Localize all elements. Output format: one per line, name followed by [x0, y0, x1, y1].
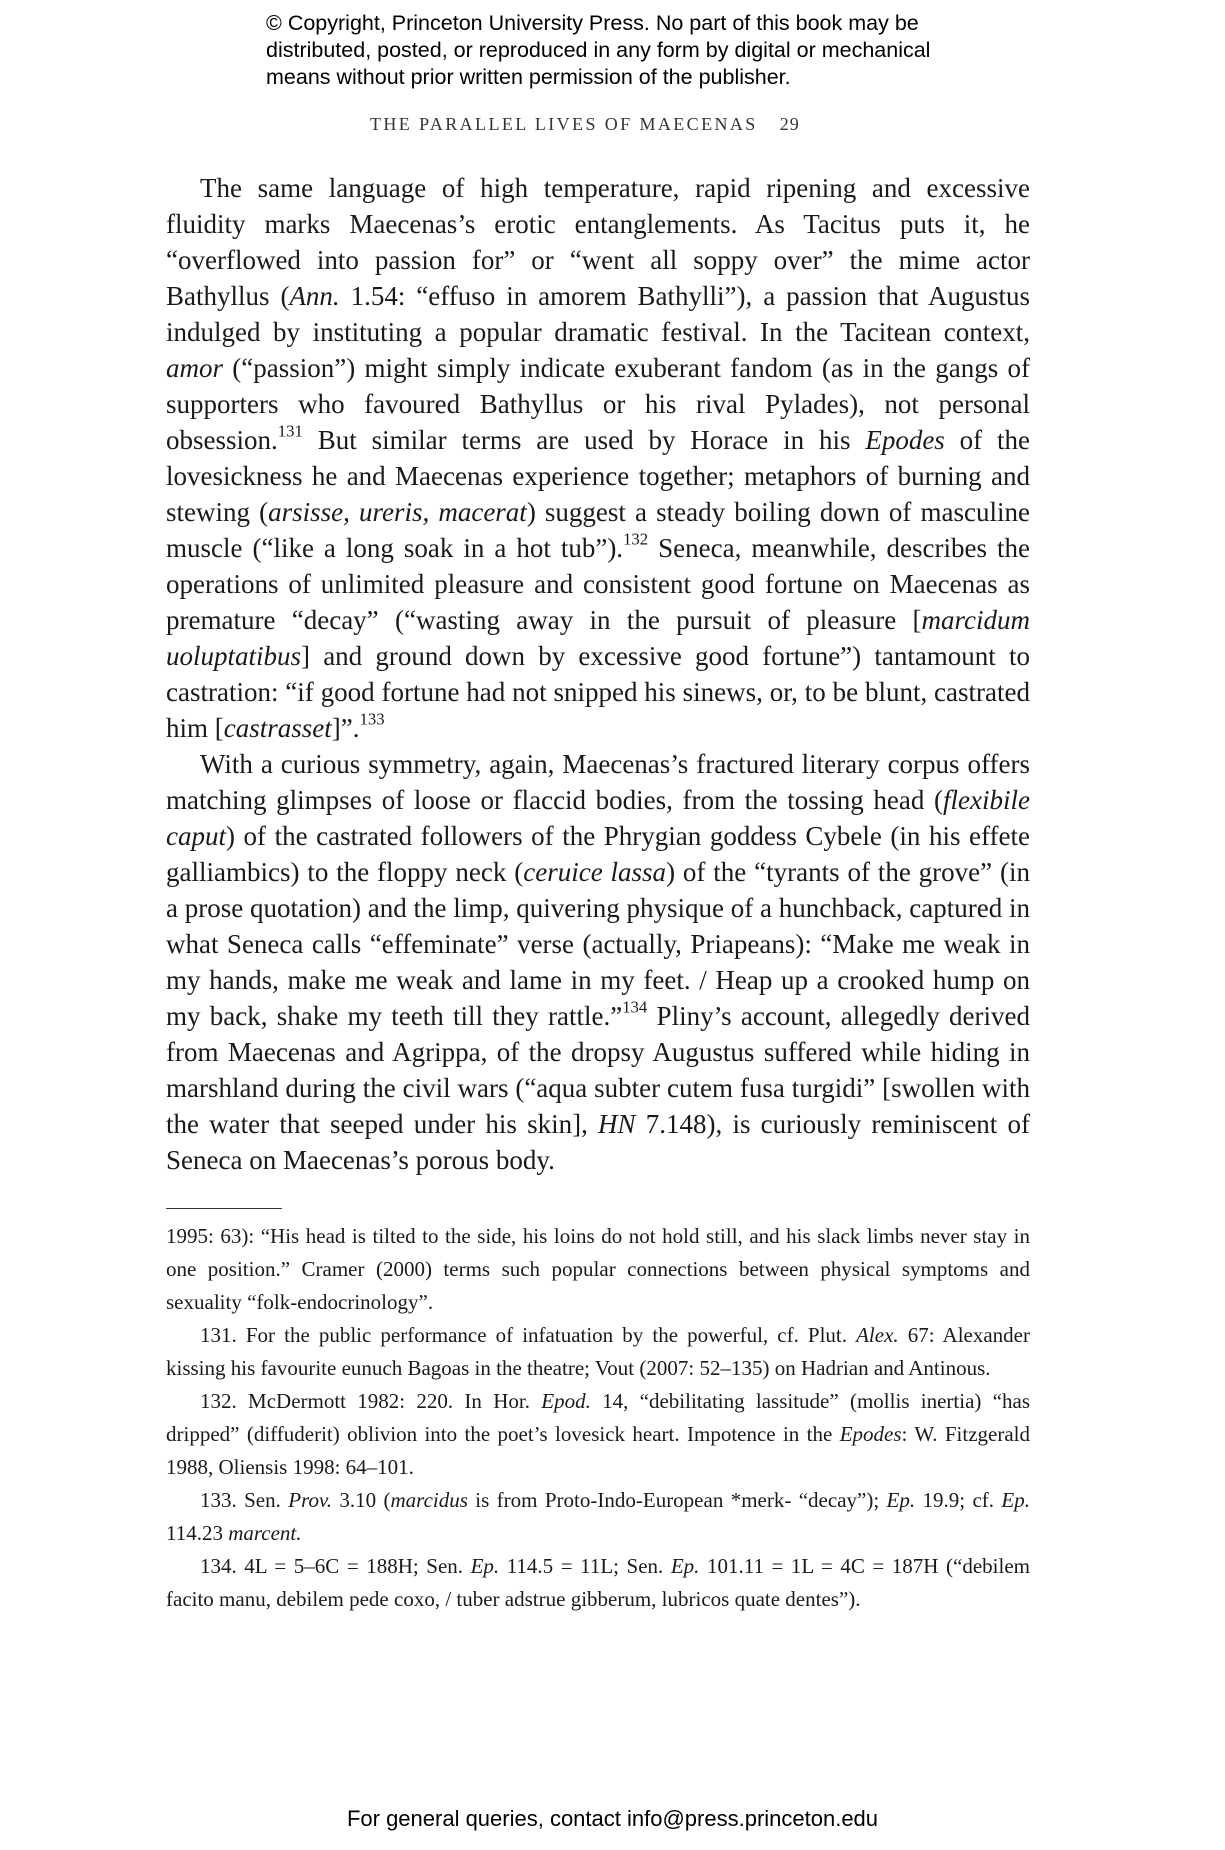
- copyright-line: means without prior written permission of the publisher.: [266, 65, 791, 89]
- copyright-notice: [266, 10, 1066, 91]
- italic-text: Epodes: [865, 425, 945, 455]
- italic-text: marcent.: [228, 1521, 302, 1545]
- italic-text: castrasset: [223, 713, 332, 743]
- footnotes: [166, 1220, 1030, 1616]
- copyright-line: distributed, posted, or reproduced in any form by digital or mechanical: [266, 38, 931, 62]
- text-run: 114.23: [166, 1521, 229, 1545]
- italic-text: Alex.: [856, 1323, 899, 1347]
- text-run: ]”.: [331, 713, 360, 743]
- text-run: (“passion”) might simply indicate exuberant fandom (as in the gangs of supporters who favoured Bathyllus or his rival Pylades), not personal obsession.: [166, 353, 1030, 455]
- text-run: 133. Sen.: [200, 1488, 289, 1512]
- text-run: ) of the “tyrants of the grove” (in a prose quotation) and the limp, quivering physique of a hunchback, captured in what Seneca calls “effeminate” verse (actually, Priapeans): “Make me weak in my hands, make me weak and lame in my feet. / Heap up a crooked hump on my back, shake my teeth till they rattle.”: [166, 857, 1030, 1031]
- contact-footer: For general queries, contact info@press.princeton.edu: [346, 1806, 879, 1831]
- text-run: 1.54: “effuso in amorem Bathylli”), a passion that Augustus indulged by instituting a popular dramatic festival. In the Tacitean context,: [166, 281, 1031, 347]
- text-run: 14, “debilitating lassitude” (mollis inertia) “has dripped” (diffuderit) oblivion into the poet’s lovesick heart. Impotence in the: [166, 1389, 1030, 1446]
- text-run: 114.5 = 11L; Sen.: [499, 1554, 671, 1578]
- text-run: With a curious symmetry, again, Maecenas’s fractured literary corpus offers matching glimpses of loose or flaccid bodies, from the tossing head (: [166, 749, 1030, 815]
- text-run: The same language of high temperature, rapid ripening and excessive fluidity marks Maecenas’s erotic entanglements. As Tacitus puts it, he “overflowed into passion for” or “went all soppy over” the mime actor Bathyllus (: [166, 173, 1030, 311]
- footnote: [166, 1484, 1030, 1550]
- text-run: But similar terms are used by Horace in his: [302, 425, 866, 455]
- italic-text: marcidus: [390, 1488, 468, 1512]
- italic-text: Ep.: [670, 1554, 700, 1578]
- running-head-title: THE PARALLEL LIVES OF MAECENAS: [370, 114, 758, 134]
- italic-text: amor: [166, 353, 224, 383]
- text-run: Seneca, meanwhile, describes the operations of unlimited pleasure and consistent good fortune on Maecenas as premature “decay” (“wasting away in the pursuit of pleasure [: [166, 533, 1030, 635]
- footnote: [166, 1319, 1030, 1385]
- italic-text: Ep.: [1001, 1488, 1030, 1512]
- page-number: 29: [779, 114, 800, 134]
- italic-text: Epodes: [839, 1422, 902, 1446]
- text-run: of the lovesickness he and Maecenas experience together; metaphors of burning and stewing (: [166, 425, 1030, 527]
- footnote-reference: 134: [622, 997, 648, 1017]
- text-run: 7.148), is curiously reminiscent of Seneca on Maecenas’s porous body.: [166, 1109, 1031, 1175]
- text-run: 134. 4L = 5–6C = 188H; Sen.: [200, 1554, 471, 1578]
- footnote-reference: 131: [277, 421, 303, 441]
- italic-text: HN: [598, 1109, 636, 1139]
- text-run: 1995: 63): “His head is tilted to the side, his loins do not hold still, and his slack limbs never stay in one position.” Cramer (2000) terms such popular connections between physical symptoms and sexuality “folk-endocrinology”.: [166, 1224, 1030, 1314]
- italic-text: flexibile caput: [166, 785, 1030, 851]
- footnote-reference: 132: [623, 529, 649, 549]
- text-run: 131. For the public performance of infatuation by the powerful, cf. Plut.: [200, 1323, 857, 1347]
- text-run: Pliny’s account, allegedly derived from Maecenas and Agrippa, of the dropsy Augustus suffered while hiding in marshland during the civil wars (“aqua subter cutem fusa turgidi” [swollen with the water that seeped under his skin],: [166, 1001, 1030, 1139]
- footnote-reference: 133: [359, 709, 385, 729]
- italic-text: ceruice lassa: [523, 857, 667, 887]
- italic-text: Epod.: [541, 1389, 591, 1413]
- text-run: ] and ground down by excessive good fortune”) tantamount to castration: “if good fortune had not snipped his sinews, or, to be blunt, castrated him [: [166, 641, 1030, 743]
- text-run: : W. Fitzgerald 1988, Oliensis 1998: 64–101.: [166, 1422, 1030, 1479]
- body-paragraph: [166, 170, 1030, 746]
- text-run: 19.9; cf.: [915, 1488, 1002, 1512]
- text-run: 101.11 = 1L = 4C = 187H (“debilem facito manu, debilem pede coxo, / tuber adstrue gibberum, lubricos quate dentes”).: [166, 1554, 1030, 1611]
- text-run: 132. McDermott 1982: 220. In Hor.: [200, 1389, 542, 1413]
- text-run: ) of the castrated followers of the Phrygian goddess Cybele (in his effete galliambics) to the floppy neck (: [166, 821, 1030, 887]
- body-paragraph: [166, 746, 1030, 1178]
- copyright-line: © Copyright, Princeton University Press. No part of this book may be: [266, 11, 919, 35]
- italic-text: Ann.: [289, 281, 340, 311]
- body-text: [166, 170, 1030, 1178]
- text-run: ) suggest a steady boiling down of masculine muscle (“like a long soak in a hot tub”).: [166, 497, 1030, 563]
- running-head: [370, 114, 910, 135]
- italic-text: marcidum uoluptatibus: [166, 605, 1030, 671]
- italic-text: Ep.: [470, 1554, 500, 1578]
- text-run: 3.10 (: [332, 1488, 391, 1512]
- text-run: is from Proto-Indo-European *merk- “decay”);: [467, 1488, 887, 1512]
- footnote: [166, 1385, 1030, 1484]
- text-run: 67: Alexander kissing his favourite eunuch Bagoas in the theatre; Vout (2007: 52–135) on Hadrian and Antinous.: [166, 1323, 1030, 1380]
- footnote-divider: [166, 1208, 282, 1209]
- italic-text: arsisse, ureris, macerat: [268, 497, 527, 527]
- footnote-continuation: [166, 1220, 1030, 1319]
- italic-text: Ep.: [886, 1488, 916, 1512]
- footnote: [166, 1550, 1030, 1616]
- italic-text: Prov.: [288, 1488, 332, 1512]
